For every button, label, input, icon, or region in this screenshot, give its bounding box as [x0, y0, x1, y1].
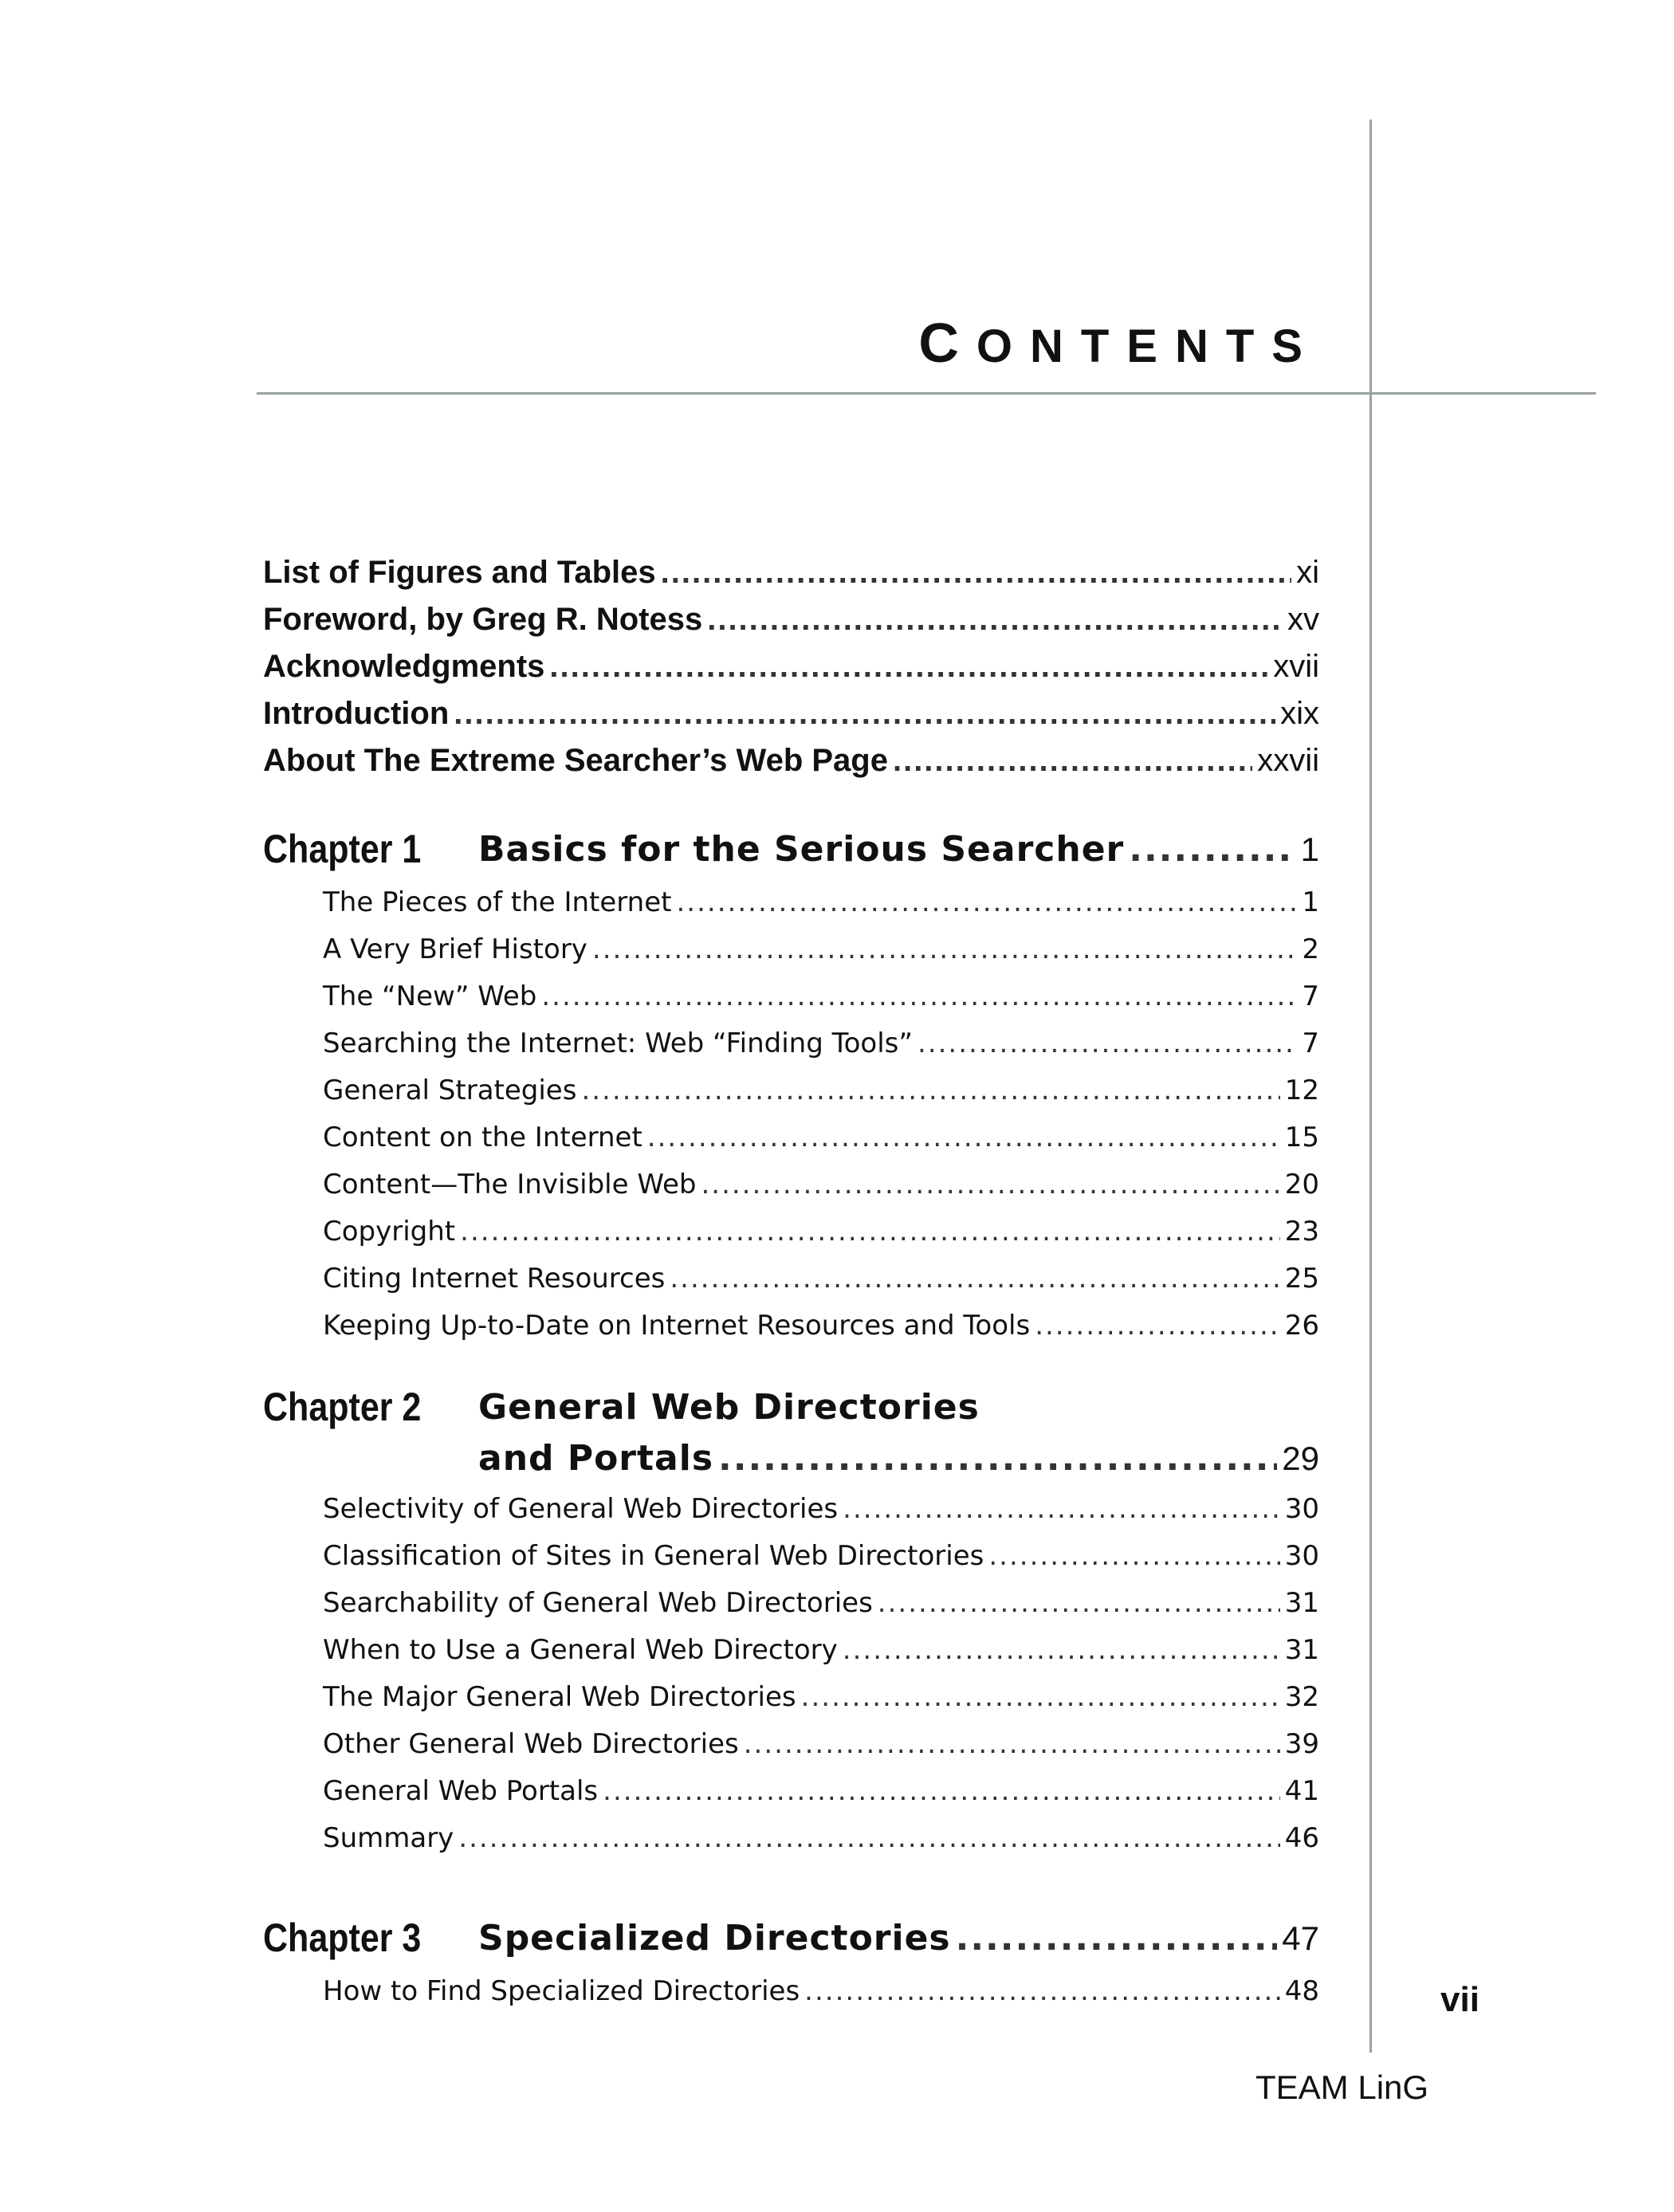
toc-section[interactable]: A Very Brief History ..... 2: [323, 933, 1319, 965]
vertical-rule: [1369, 120, 1372, 2053]
toc-section[interactable]: The “New” Web ..... 7: [323, 980, 1319, 1012]
chapter-1-heading[interactable]: Basics for the Serious Searcher ..... 1: [478, 829, 1319, 870]
dot-leader: [801, 1681, 1280, 1713]
dot-leader: [460, 1216, 1280, 1247]
dot-leader: [454, 696, 1275, 732]
toc-section[interactable]: Content—The Invisible Web ..... 20: [323, 1169, 1319, 1200]
dot-leader: [843, 1634, 1280, 1666]
toc-section[interactable]: When to Use a General Web Directory ..... 31: [323, 1634, 1319, 1666]
dot-leader: [458, 1822, 1279, 1854]
toc-section[interactable]: Summary ..... 46: [323, 1822, 1319, 1854]
dot-leader: [1129, 829, 1295, 870]
dot-leader: [676, 886, 1297, 918]
toc-section[interactable]: General Strategies ..... 12: [323, 1075, 1319, 1106]
chapter-3-heading[interactable]: Specialized Directories ..... 47: [478, 1918, 1319, 1959]
chapter-2-number: Chapter 2: [263, 1385, 422, 1429]
dot-leader: [707, 602, 1283, 638]
dot-leader: [918, 1027, 1297, 1059]
toc-section[interactable]: Searchability of General Web Directories ..... 31: [323, 1587, 1319, 1619]
watermark-text: TEAM LinG: [1256, 2069, 1429, 2106]
dot-leader: [956, 1918, 1278, 1959]
toc-section[interactable]: Citing Internet Resources ..... 25: [323, 1263, 1319, 1295]
dot-leader: [541, 980, 1297, 1012]
horizontal-rule: [257, 392, 1596, 395]
dot-leader: [581, 1075, 1279, 1106]
dot-leader: [893, 743, 1252, 779]
toc-section[interactable]: Searching the Internet: Web “Finding Tools” ..... 7: [323, 1027, 1319, 1059]
dot-leader: [804, 1975, 1280, 2007]
toc-section[interactable]: General Web Portals ..... 41: [323, 1775, 1319, 1807]
toc-entry-figures[interactable]: List of Figures and Tables ..... xi: [263, 555, 1319, 591]
toc-section[interactable]: Selectivity of General Web Directories ..... 30: [323, 1493, 1319, 1525]
dot-leader: [718, 1438, 1277, 1479]
chapter-1-number: Chapter 1: [263, 827, 422, 871]
toc-section[interactable]: Keeping Up-to-Date on Internet Resources and Tools ..... 26: [323, 1310, 1319, 1342]
dot-leader: [670, 1263, 1279, 1295]
chapter-3-number: Chapter 3: [263, 1915, 422, 1960]
dot-leader: [549, 649, 1268, 685]
toc-section[interactable]: The Major General Web Directories ..... 32: [323, 1681, 1319, 1713]
chapter-2-title-line1: General Web Directories: [478, 1387, 980, 1428]
dot-leader: [878, 1587, 1280, 1619]
toc-entry-introduction[interactable]: Introduction ..... xix: [263, 696, 1319, 732]
dot-leader: [843, 1493, 1280, 1525]
chapter-2-heading[interactable]: and Portals ..... 29: [478, 1438, 1319, 1479]
toc-entry-acknowledgments[interactable]: Acknowledgments ..... xvii: [263, 649, 1319, 685]
toc-section[interactable]: Copyright ..... 23: [323, 1216, 1319, 1247]
dot-leader: [1035, 1310, 1280, 1342]
dot-leader: [744, 1728, 1280, 1760]
page-title: CONTENTS: [918, 312, 1320, 374]
toc-section[interactable]: The Pieces of the Internet ..... 1: [323, 886, 1319, 918]
dot-leader: [603, 1775, 1280, 1807]
toc-section[interactable]: Other General Web Directories ..... 39: [323, 1728, 1319, 1760]
toc-section[interactable]: How to Find Specialized Directories ..... 48: [323, 1975, 1319, 2007]
toc-section[interactable]: Content on the Internet ..... 15: [323, 1122, 1319, 1153]
dot-leader: [661, 555, 1291, 591]
page-number: vii: [1440, 1980, 1479, 2019]
dot-leader: [988, 1540, 1279, 1572]
toc-entry-foreword[interactable]: Foreword, by Greg R. Notess ..... xv: [263, 602, 1319, 638]
dot-leader: [592, 933, 1297, 965]
dot-leader: [647, 1122, 1280, 1153]
toc-entry-about-web-page[interactable]: About The Extreme Searcher’s Web Page ..... xxvii: [263, 743, 1319, 779]
dot-leader: [701, 1169, 1279, 1200]
toc-section[interactable]: Classification of Sites in General Web Directories ..... 30: [323, 1540, 1319, 1572]
